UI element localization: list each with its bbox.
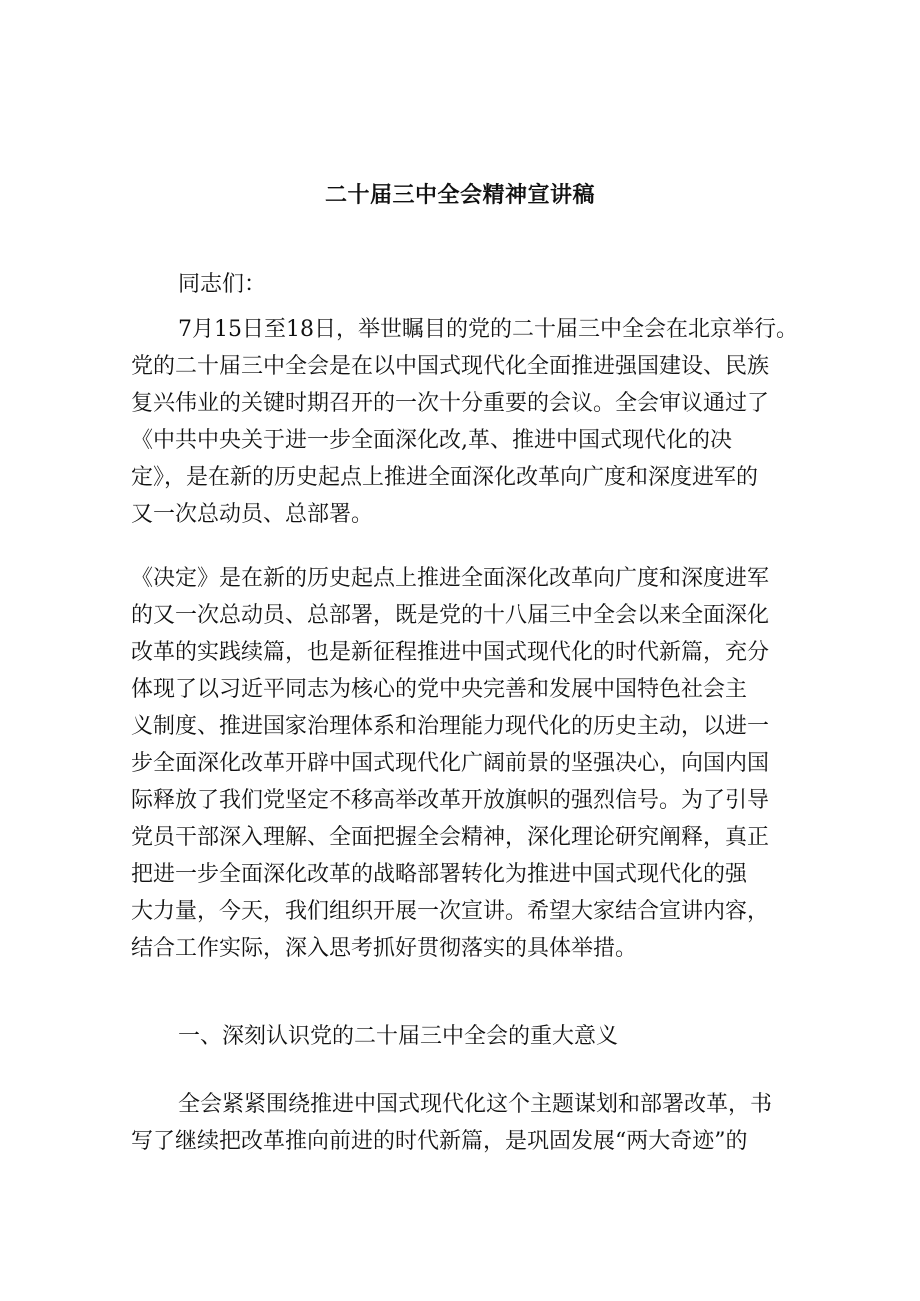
para1-line-3: 复兴伟业的关键时期召开的一次十分重要的会议。全会审议通过了: [131, 391, 770, 416]
document-title: 二十届三中全会精神宣讲稿: [324, 183, 595, 208]
para2-line-10: 大力量，今天，我们组织开展一次宣讲。希望大家结合宣讲内容，: [131, 899, 770, 924]
para1-line-1: 7月15日至18日，举世瞩目的党的二十届三中全会在北京举行。: [178, 317, 798, 342]
para3-line-1: 全会紧紧围绕推进中国式现代化这个主题谋划和部署改革，书: [178, 1092, 773, 1117]
para2-line-3: 改革的实践续篇，也是新征程推进中国式现代化的时代新篇，充分: [131, 640, 770, 665]
greeting: 同志们：: [178, 272, 267, 297]
para2-line-1: 《决定》是在新的历史起点上推进全面深化改革向广度和深度进军: [131, 566, 770, 591]
para2-line-4: 体现了以习近平同志为核心的党中央完善和发展中国特色社会主: [131, 677, 748, 702]
para2-line-6: 步全面深化改革开辟中国式现代化广阔前景的坚强决心，向国内国: [131, 751, 770, 776]
para2-line-11: 结合工作实际，深入思考抓好贯彻落实的具体举措。: [131, 936, 638, 961]
para2-line-8: 党员干部深入理解、全面把握全会精神，深化理论研究阐释，真正: [131, 825, 770, 850]
para2-line-9: 把进一步全面深化改革的战略部署转化为推进中国式现代化的强: [131, 862, 748, 887]
para1-line-4: 《中共中央关于进一步全面深化改,革、推进中国式现代化的决: [131, 428, 732, 453]
para2-line-2: 的又一次总动员、总部署，既是党的十八届三中全会以来全面深化: [131, 603, 770, 628]
para1-line-5: 定》，是在新的历史起点上推进全面深化改革向广度和深度进军的: [131, 465, 759, 490]
para1-line-6: 又一次总动员、总部署。: [131, 502, 374, 527]
para2-line-5: 义制度、推进国家治理体系和治理能力现代化的历史主动，以进一: [131, 714, 770, 739]
para2-line-7: 际释放了我们党坚定不移高举改革开放旗帜的强烈信号。为了引导: [131, 788, 770, 813]
section-heading: 一、深刻认识党的二十届三中全会的重大意义: [178, 1024, 619, 1049]
para3-line-2: 写了继续把改革推向前进的时代新篇，是巩固发展“两大奇迹”的: [131, 1129, 748, 1154]
para1-line-2: 党的二十届三中全会是在以中国式现代化全面推进强国建设、民族: [131, 354, 770, 379]
